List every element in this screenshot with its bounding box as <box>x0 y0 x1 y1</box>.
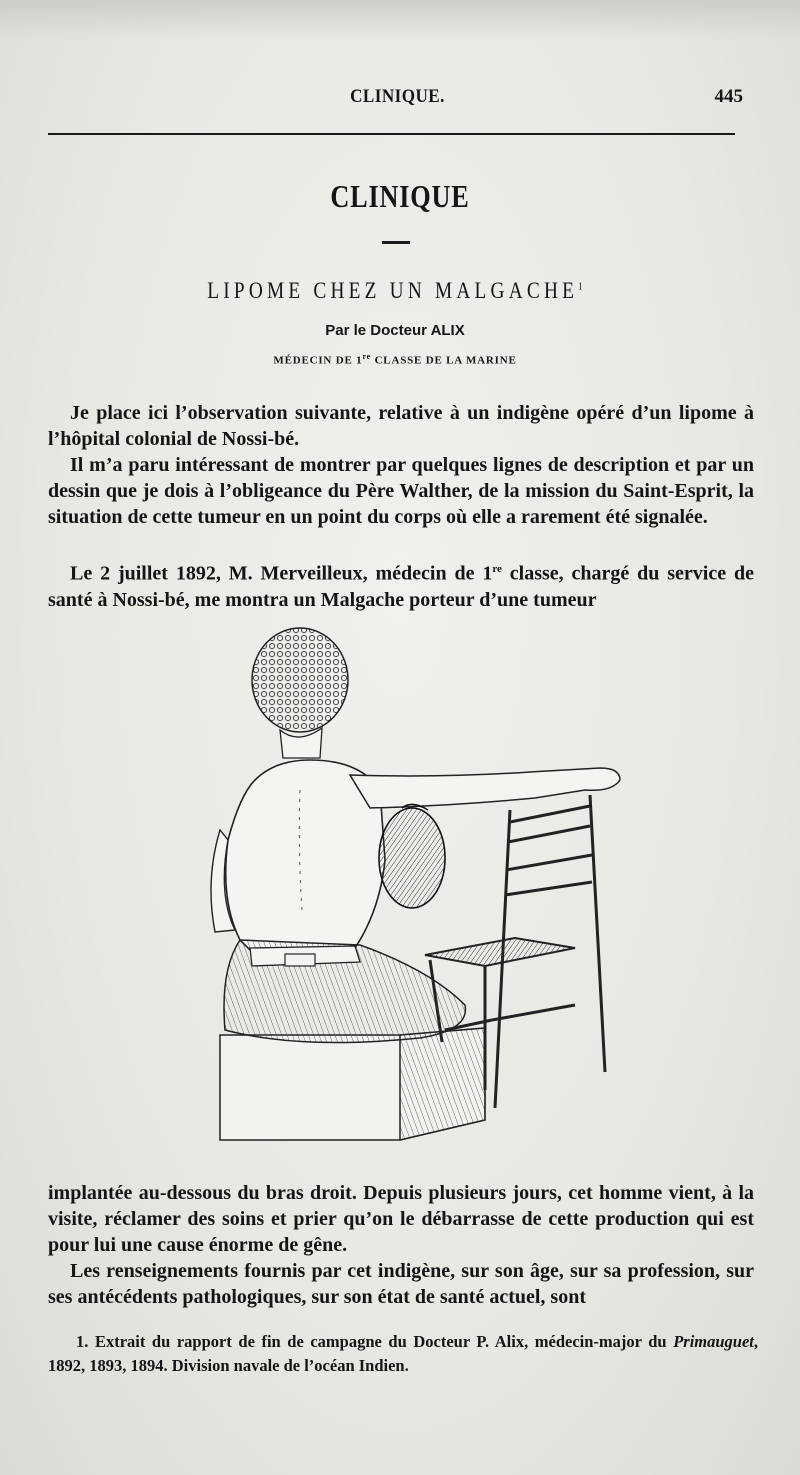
article-title-text: LIPOME CHEZ UN MALGACHE <box>207 278 579 303</box>
paragraph-5: Les renseignements fournis par cet indigène, sur son âge, sur sa profession, sur ses antécédents pathologiques, sur son état de santé actuel, sont <box>48 1260 754 1309</box>
ship-name: Primauguet <box>673 1332 754 1351</box>
lipoma-tumor <box>379 808 445 908</box>
running-head <box>50 86 745 114</box>
article-title <box>63 278 727 304</box>
section-title: CLINIQUE <box>330 178 470 214</box>
paragraph-1: Je place ici l’observation suivante, relative à un indigène opéré d’un lipome à l’hôpital colonial de Nossi-bé. <box>48 402 754 451</box>
page-edge-shadow <box>0 0 800 40</box>
page-number: 445 <box>714 86 743 107</box>
paragraph-4: implantée au-dessous du bras droit. Depuis plusieurs jours, cet homme vient, à la visite, réclamer des soins et prier qu’on le débarrasse de cette production qui est pour lui une cause énorme de gêne. <box>48 1182 754 1257</box>
footnote-number: 1. <box>76 1332 89 1351</box>
footnote: 1. Extrait du rapport de fin de campagne du Docteur P. Alix, médecin-major du Primauguet, 1892, 1893, 1894. Division navale de l’océan Indien. <box>48 1332 758 1375</box>
paragraph-2: Il m’a paru intéressant de montrer par quelques lignes de description et par un dessin que je dois à l’obligeance du Père Walther, de la mission du Saint-Esprit, la situation de cette tumeur en un point du corps où elle a rarement été signalée. <box>48 454 754 529</box>
illustration-seated-patient <box>180 610 640 1155</box>
running-title: CLINIQUE. <box>350 86 445 107</box>
author-byline: Par le Docteur ALIX <box>325 322 465 339</box>
footnote-ref: 1 <box>578 280 583 293</box>
seated-figure <box>211 628 620 1043</box>
author-affiliation: MÉDECIN DE 1re CLASSE DE LA MARINE <box>273 352 517 367</box>
paragraph-3: Le 2 juillet 1892, M. Merveilleux, médecin de 1re classe, chargé du service de santé à Nossi-bé, me montra un Malgache porteur d’une tumeur <box>48 562 754 611</box>
header-rule <box>48 133 735 135</box>
title-dash <box>382 241 410 244</box>
engraving-figure <box>180 610 640 1155</box>
wooden-box <box>220 1028 485 1140</box>
